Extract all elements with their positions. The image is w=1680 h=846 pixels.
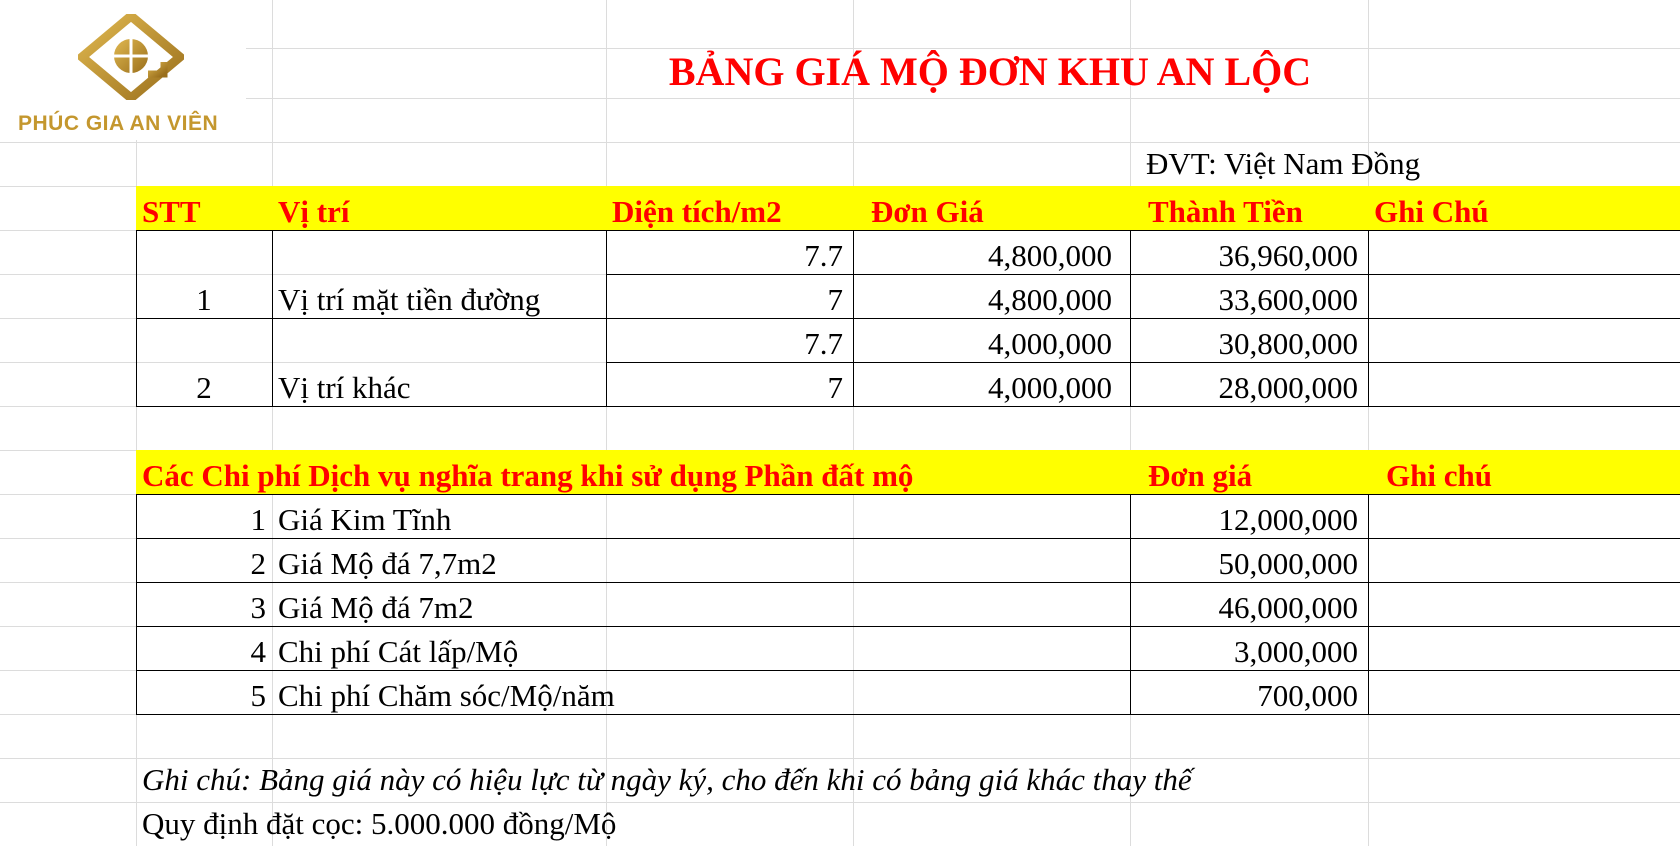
service-price: 700,000 [1257,678,1358,713]
service-no: 3 [250,590,266,625]
header-area: Diện tích/m2 [606,186,853,230]
service-description: Giá Kim Tĩnh [278,502,452,537]
company-logo [0,0,246,140]
header-note: Ghi Chú [1368,186,1680,230]
service-price: 46,000,000 [1218,590,1358,625]
header-stt: STT [136,186,272,230]
page-title: BẢNG GIÁ MỘ ĐƠN KHU AN LỘC [668,49,1312,94]
group-stt: 2 [196,370,212,405]
unit-price-cell: 4,000,000 [988,326,1112,361]
service-no: 5 [250,678,266,713]
unit-price-cell: 4,800,000 [988,282,1112,317]
service-price: 3,000,000 [1234,634,1358,669]
validity-note: Ghi chú: Bảng giá này có hiệu lực từ ngày ký, cho đến khi có bảng giá khác thay thế [142,762,1192,797]
deposit-note: Quy định đặt cọc: 5.000.000 đồng/Mộ [142,806,617,841]
service-description: Chi phí Chăm sóc/Mộ/năm [278,678,615,713]
header-location: Vị trí [272,186,606,230]
total-cell: 28,000,000 [1218,370,1358,405]
total-cell: 30,800,000 [1218,326,1358,361]
service-no: 4 [250,634,266,669]
group-location: Vị trí mặt tiền đường [278,282,541,317]
header-service-price: Đơn giá [1130,450,1368,494]
service-no: 2 [250,546,266,581]
service-description: Chi phí Cát lấp/Mộ [278,634,519,669]
unit-price-cell: 4,800,000 [988,238,1112,273]
group-location: Vị trí khác [278,370,411,405]
header-unit-price: Đơn Giá [853,186,1130,230]
header-service-note: Ghi chú [1368,450,1680,494]
group-stt: 1 [196,282,212,317]
service-no: 1 [250,502,266,537]
logo-emblem-icon [78,14,184,100]
currency-unit-label: ĐVT: Việt Nam Đồng [1146,146,1421,181]
area-cell: 7.7 [804,238,843,273]
unit-price-cell: 4,000,000 [988,370,1112,405]
header-total: Thành Tiền [1130,186,1368,230]
area-cell: 7 [827,370,843,405]
logo-text: PHÚC GIA AN VIÊN [18,112,219,135]
total-cell: 36,960,000 [1218,238,1358,273]
total-cell: 33,600,000 [1218,282,1358,317]
area-cell: 7 [827,282,843,317]
area-cell: 7.7 [804,326,843,361]
service-description: Giá Mộ đá 7m2 [278,590,474,625]
service-price: 12,000,000 [1218,502,1358,537]
service-price: 50,000,000 [1218,546,1358,581]
header-service-description: Các Chi phí Dịch vụ nghĩa trang khi sử dụng Phần đất mộ [136,450,1130,494]
service-description: Giá Mộ đá 7,7m2 [278,546,497,581]
